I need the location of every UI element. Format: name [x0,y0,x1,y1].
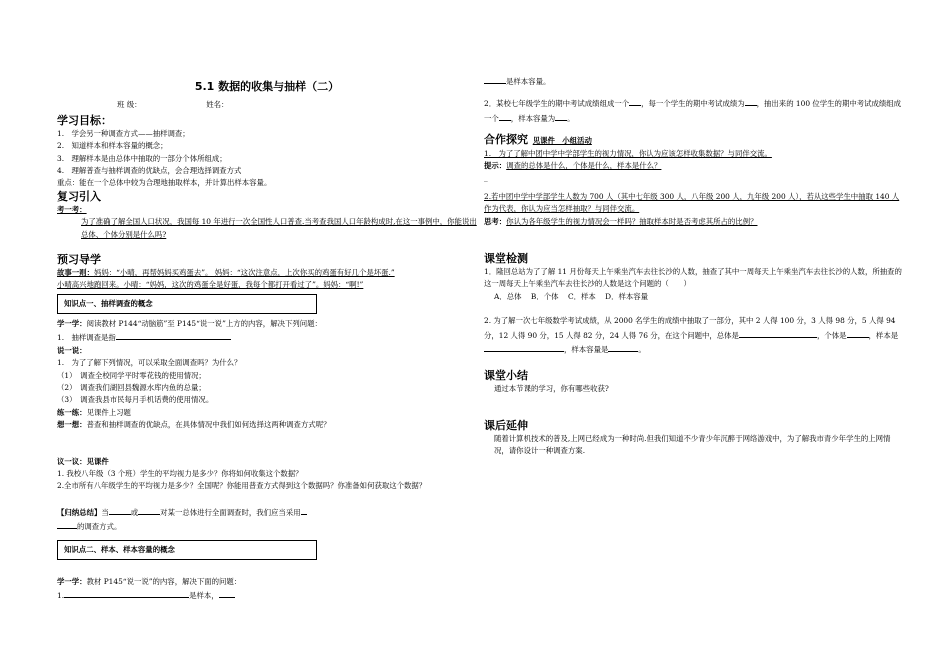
summary-heading: 课堂小结 [484,368,528,382]
coop-dash: _ [484,173,488,183]
answer-blank[interactable] [847,328,869,338]
answer-blank[interactable] [301,505,307,515]
goal-item: 4. 理解普查与抽样调查的优缺点，会合理选择调查方式 [57,166,242,176]
class-label: 班 级： [117,100,142,110]
think-text: 普查和抽样调查的优缺点，在具体情况中我们如何选择这两种调查方式呢？ [86,420,331,430]
answer-blank[interactable] [57,519,77,529]
summary-label: 【归纳总结】 [57,507,102,517]
q2-text-c: ，抽出来的 100 位学生的期中考试成绩组成一个 [484,99,902,123]
page-title: 5.1 数据的收集与抽样（二） [194,80,340,93]
question-sampling: 1. 抽样调查是指 [57,333,116,343]
q2-text-b: ，每一个学生的期中考试成绩为 [641,99,745,109]
answer-blank[interactable] [555,111,567,121]
right-column [484,0,904,458]
discuss-item: 1. 我校八年级（3 个班）学生的平均视力是多少？你将如何收集这个数据？ [57,468,303,478]
review-text: 为了准确了解全国人口状况，我国每 10 年进行一次全国性人口普查.当考查我国人口年龄构成时,在这一事例中，你能说出总体、个体分别是什么吗? [81,217,477,239]
learn-label: 学一学： [57,318,87,328]
focus-text: 重点：能在一个总体中较为合理地抽取样本，并计算出样本容量。 [57,178,272,188]
think-label: 想一想： [57,420,87,430]
check-heading: 课堂检测 [484,252,528,266]
answer-blank[interactable] [64,588,189,598]
check-q2-e: 。 [638,345,646,355]
learn2-question: 1. [57,590,65,600]
option-a: A．总体 [494,291,522,301]
preview-heading: 预习导学 [57,253,101,267]
coop-subheading: 见课件 小组活动 [532,136,592,146]
review-heading: 复习引入 [57,189,101,203]
tip-text: 调查的总体是什么，个体是什么，样本是什么？ [506,161,662,171]
summary-text-d: 的调查方式。 [77,522,122,532]
coop-think-label: 思考： [484,216,507,226]
class-name-line [57,99,477,111]
answer-blank[interactable] [138,505,160,515]
discuss-text: 见课件 [86,456,109,466]
say-item: （3） 调查我县市民每月手机话费的使用情况。 [57,395,214,405]
answer-blank[interactable] [219,588,235,598]
check-q2-b: ，个体是 [816,330,847,340]
q2-text-d: ，样本容量为 [510,113,556,123]
knowledge-box-1: 知识点一、抽样调查的概念 [57,294,317,314]
say-item: （2） 调查我们湖回县魏源水库内鱼的总量； [57,382,206,392]
goal-item: 1. 学会另一种调查方式——抽样调查； [57,128,190,138]
name-label: 姓名： [206,100,229,110]
check-q2: 2. 为了解一次七年级数学考试成绩，从 2000 名学生的成绩中抽取了一部分，其中 2 人得 100 分，3 人得 98 分，5 人得 94 分，12 人得 90 分，15 人得 82 分，24 人得 76 分，在这个问题中，总体是 [484,316,896,340]
answer-blank[interactable] [484,342,564,352]
check-q2-d: ，样本容量是 [564,345,609,355]
summary-text-a: 当 [101,507,109,517]
coop-think-text: 你认为各年级学生的视力情况会一样吗？抽取样本时是否考虑其所占的比例？ [506,216,758,226]
goal-item: 2. 知道样本和样本容量的概念； [57,141,168,151]
learn-text: 阅读教材 P144“动脑筋”至 P145“说一说”上方的内容，解决下列问题： [86,318,322,328]
q2-text-a: 2．某校七年级学生的期中考试成绩组成一个 [484,99,630,109]
answer-blank[interactable] [629,96,641,106]
goal-item: 3. 理解样本是由总体中抽取的一部分个体所组成； [57,153,227,163]
extend-text: 随着计算机技术的普及,上网已经成为一种时尚.但我们知道不少青少年沉醉于网络游戏中，为了解我市青少年学生的上网情况，请你设计一种调查方案. [494,433,891,456]
left-column [57,0,477,602]
coop-heading: 合作探究 [484,133,528,147]
answer-blank[interactable] [608,342,638,352]
discuss-label: 议一议： [57,456,87,466]
discuss-item: 2.全市所有八年级学生的平均视力是多少？全国呢？你能用普查方式得到这个数据吗？你准备如何获取这个数据？ [57,481,427,491]
answer-blank[interactable] [116,330,231,340]
sample-size-tail: 是样本容量。 [506,77,551,86]
extend-heading: 课后延伸 [484,418,528,432]
answer-blank[interactable] [739,328,817,338]
option-c: C．样本 [567,291,596,301]
q2-text-e: 。 [567,113,575,123]
option-b: B．个体 [530,291,559,301]
answer-blank[interactable] [109,505,131,515]
learn2-question-tail: 是样本， [189,590,219,600]
story-line-2: 小晴高兴地跑回来。小晴：“妈妈，这次的鸡蛋全是好蛋，我每个都打开看过了”。妈妈：“啊!” [57,280,364,290]
story-label: 故事一则： [57,268,94,278]
say-label: 说一说： [57,345,87,355]
check-q2-c: ，样本是 [868,330,899,340]
practice-label: 练一练： [57,407,87,417]
knowledge-box-2: 知识点二、样本、样本容量的概念 [57,540,317,560]
option-d: D．样本容量 [605,291,649,301]
learn2-label: 学一学： [57,576,87,586]
answer-blank[interactable] [745,96,757,106]
summary-text-b: 或 [130,507,139,517]
tip-label: 提示： [484,161,507,171]
exam-label: 考一考： [57,204,87,214]
coop-q1: 1. 为了了解中团中学中学部学生的视力情况，你认为应该怎样收集数据？与同伴交流。 [484,148,772,158]
summary-text: 通过本节课的学习，你有哪些收获? [494,383,609,393]
say-item: （1） 调查全校同学平时零花钱的使用情况； [57,370,206,380]
story-line-1: 妈妈：“小晴，再帮妈妈买鸡蛋去”。 妈妈：“这次注意点，上次你买的鸡蛋有好几个是坏蛋.” [93,268,395,278]
answer-blank[interactable] [484,74,506,84]
coop-q2: 2.若中团中学中学部学生人数为 700 人（其中七年级 300 人，八年级 200 人，九年级 200 人），若从这些学生中抽取 140 人作为代表，你认为应当怎样抽取？与同伴交流。 [484,191,900,214]
learn2-text: 教材 P145“说一说”的内容，解决下面的问题： [86,576,242,586]
say-question: 1. 为了了解下列情况，可以采取全面调查吗？为什么？ [57,358,242,368]
check-q1: 1．隆回总站为了了解 11 月份每天上午乘坐汽车去往长沙的人数，抽查了其中一周每天上午乘坐汽车去往长沙的人数，所抽查的这一周每天上午乘坐汽车去往长沙的人数是这个问题的（ ） [484,267,902,289]
goals-heading: 学习目标： [57,113,112,127]
summary-text-c: 对某一总体进行全面调查时，我们应当采用 [160,507,301,517]
answer-blank[interactable] [499,111,511,121]
practice-text: 见课件上习题 [86,407,131,417]
